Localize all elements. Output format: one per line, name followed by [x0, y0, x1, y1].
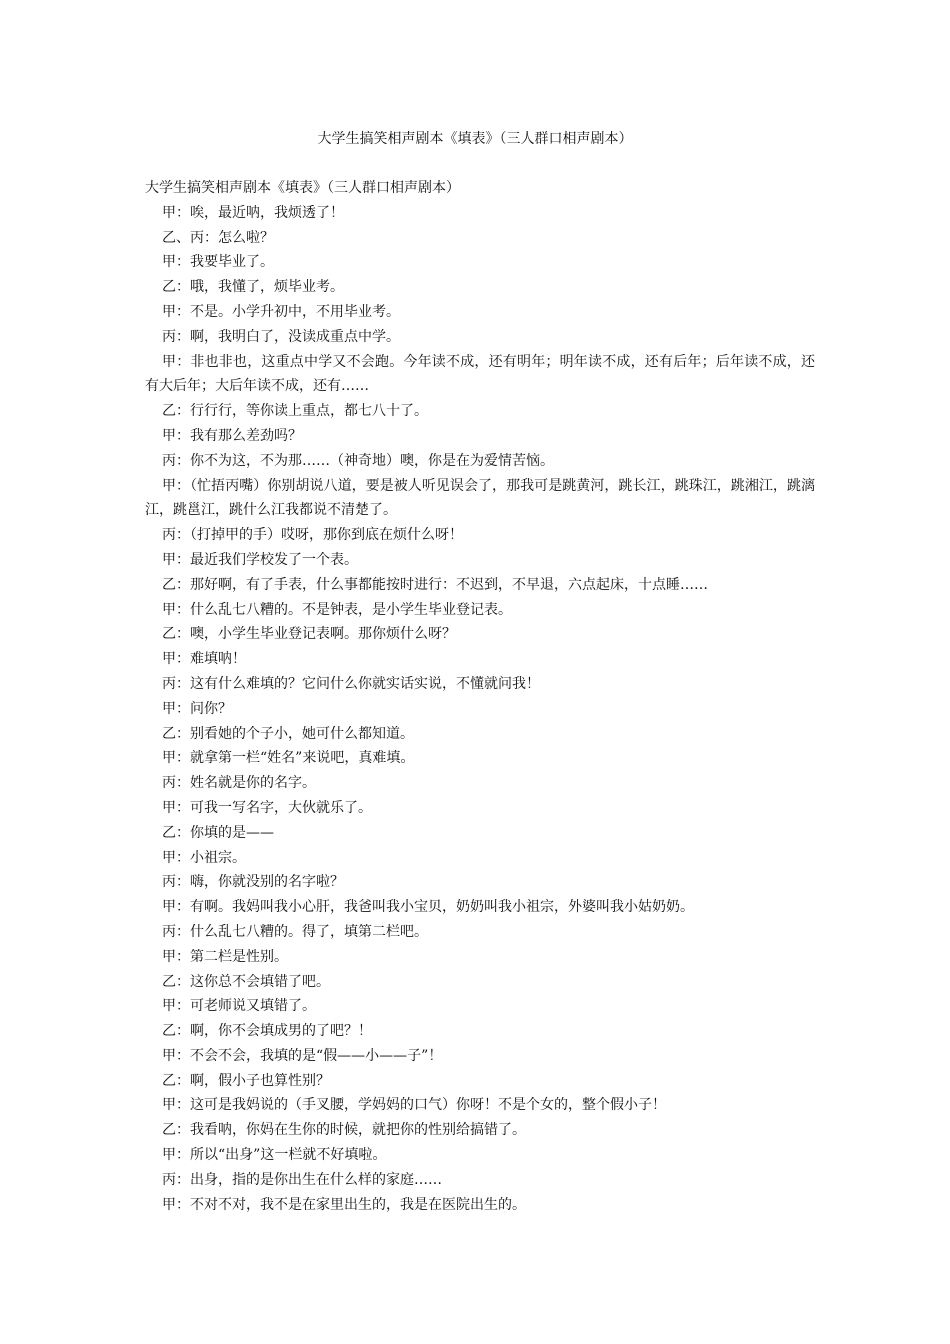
- dialogue-line: 甲：可我一写名字，大伙就乐了。: [162, 799, 372, 816]
- dialogue-line: 甲：不会不会，我填的是“假——小——子”！: [162, 1047, 443, 1064]
- dialogue-line: 乙：这你总不会填错了吧。: [162, 973, 330, 990]
- dialogue-line: 丙：（打掉甲的手）哎呀，那你到底在烦什么呀！: [162, 527, 463, 544]
- dialogue-line: 丙：嗨，你就没别的名字啦？: [162, 874, 344, 891]
- dialogue-line: 乙：别看她的个子小，她可什么都知道。: [162, 725, 414, 742]
- dialogue-line: 乙：你填的是——: [162, 824, 274, 841]
- dialogue-line: 甲：我有那么差劲吗？: [162, 427, 302, 444]
- dialogue-line: 甲：就拿第一栏“姓名”来说吧，真难填。: [162, 750, 415, 767]
- document-subtitle: 大学生搞笑相声剧本《填表》（三人群口相声剧本）: [145, 180, 460, 196]
- dialogue-line: 甲：小祖宗。: [162, 849, 246, 866]
- dialogue-line: 甲：唉，最近呐，我烦透了！: [162, 204, 344, 221]
- dialogue-line: 甲：第二栏是性别。: [162, 948, 288, 965]
- dialogue-line: 甲：难填呐！: [162, 651, 246, 668]
- dialogue-line: 甲：我要毕业了。: [162, 254, 274, 271]
- dialogue-line: 乙：哦，我懂了，烦毕业考。: [162, 279, 344, 296]
- dialogue-line: 丙：啊，我明白了，没读成重点中学。: [162, 328, 400, 345]
- dialogue-line: 甲：最近我们学校发了一个表。: [162, 551, 358, 568]
- dialogue-line: 乙：噢，小学生毕业登记表啊。那你烦什么呀？: [162, 626, 456, 643]
- dialogue-line: 甲：所以“出身”这一栏就不好填啦。: [162, 1147, 387, 1164]
- dialogue-line: 乙：行行行，等你读上重点，都七八十了。: [162, 403, 428, 420]
- document-title: 大学生搞笑相声剧本《填表》（三人群口相声剧本）: [317, 131, 633, 147]
- dialogue-line: 甲：（忙捂丙嘴）你别胡说八道，要是被人听见误会了，那我可是跳黄河，跳长江，跳珠江，跳湘江，跳漓江，跳邕江，跳什么江我都说不清楚了。: [145, 477, 815, 519]
- dialogue-line: 乙、丙：怎么啦？: [162, 229, 274, 246]
- dialogue-line: 乙：啊，你不会填成男的了吧？！: [162, 1023, 372, 1040]
- dialogue-line: 甲：问你？: [162, 700, 232, 717]
- document-body: [145, 176, 815, 1217]
- dialogue-line: 乙：啊，假小子也算性别？: [162, 1072, 330, 1089]
- dialogue-line: 甲：有啊。我妈叫我小心肝，我爸叫我小宝贝，奶奶叫我小祖宗，外婆叫我小姑奶奶。: [162, 899, 694, 916]
- dialogue-line: 乙：那好啊，有了手表，什么事都能按时进行：不迟到，不早退，六点起床，十点睡……: [162, 576, 708, 593]
- dialogue-line: 丙：你不为这，不为那……（神奇地）噢，你是在为爱情苦恼。: [162, 452, 554, 469]
- dialogue-line: 甲：可老师说又填错了。: [162, 998, 316, 1015]
- dialogue-line: 甲：这可是我妈说的（手叉腰，学妈妈的口气）你呀！不是个女的，整个假小子！: [162, 1097, 666, 1114]
- dialogue-line: 丙：什么乱七八糟的。得了，填第二栏吧。: [162, 923, 428, 940]
- dialogue-line: 甲：非也非也，这重点中学又不会跑。今年读不成，还有明年；明年读不成，还有后年；后年读不成，还有大后年；大后年读不成，还有……: [145, 353, 815, 395]
- dialogue-line: 丙：姓名就是你的名字。: [162, 775, 316, 792]
- dialogue-line: 丙：出身，指的是你出生在什么样的家庭……: [162, 1171, 442, 1188]
- dialogue-line: 甲：不对不对，我不是在家里出生的，我是在医院出生的。: [162, 1196, 526, 1213]
- dialogue-line: 甲：不是。小学升初中，不用毕业考。: [162, 303, 400, 320]
- dialogue-line: 甲：什么乱七八糟的。不是钟表，是小学生毕业登记表。: [162, 601, 512, 618]
- dialogue-line: 乙：我看呐，你妈在生你的时候，就把你的性别给搞错了。: [162, 1122, 526, 1139]
- dialogue-line: 丙：这有什么难填的？它问什么你就实话实说，不懂就问我！: [162, 675, 540, 692]
